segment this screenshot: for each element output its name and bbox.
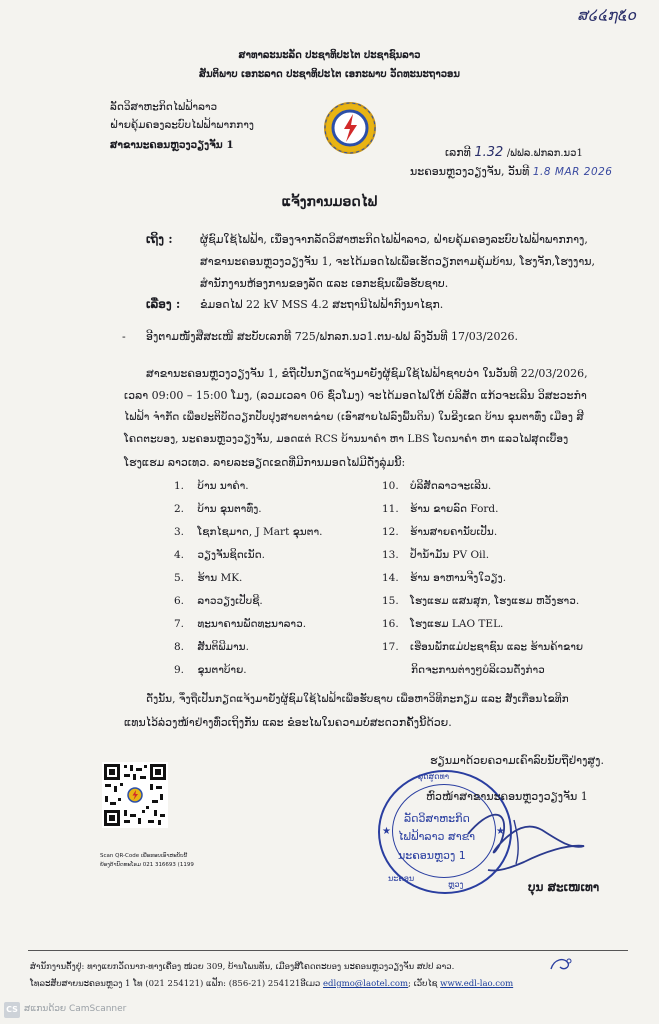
qr-caption-1: Scan QR-Code ເພື່ອຮອບເອົາສະບັບນີ້: [100, 853, 188, 859]
footer-website-link[interactable]: www.edl-lao.com: [440, 979, 514, 989]
footer-phone: ໂທລະສັບສາຍນະຄອນຫຼວງ 1 ໂທ (021 254121) ແຟັກ: (856-21) 254121ອີເມວ: [30, 979, 321, 989]
country-name: ສາທາລະນະລັດ ປະຊາທິປະໄຕ ປະຊາຊົນລາວ: [238, 50, 421, 61]
footer-email-link[interactable]: edlgmo@laotel.com: [323, 979, 409, 989]
list-item: 10. ບໍລິສັດລາວຈະເລີນ.: [382, 480, 492, 492]
body-line-5: ໂຮງແຮມ ລາວເທວ. ລາຍລະອຽດເຂດທີ່ມີການມອດໄຟມີດັ່ງລຸ່ມນີ້:: [124, 456, 406, 469]
subject-text: ຂໍມອດໄຟ 22 kV MSS 4.2 ສະຖານີໄຟຟ້າກົງນາໄຊກ.: [200, 298, 444, 311]
stamp-line-1: ລັດວິສາຫະກິດ: [404, 812, 470, 825]
list-item: ກິດຈະການຕ່າງໆບໍລິເວນດັ່ງກ່າວ: [411, 664, 545, 676]
list-item: 9. ຂຸນຕາບ້າຍ.: [174, 664, 247, 676]
to-label: ເຖິງ :: [146, 232, 173, 246]
closing-line-2: ແທນໄວ້ລ່ວງໜ້າຢ່າງທົ່ວເຖິງກັນ ແລະ ຂໍອະໄພໃນຄວາມບໍ່ສະດວກຄັ້ງນີ້ດ້ວຍ.: [124, 716, 452, 729]
list-item: 13. ປໍ້ານໍ້າມັນ PV Oil.: [382, 549, 490, 561]
qr-caption-2: ຍ້ອງຕ້ານົດທະໂຣມ 021 316693 (1199: [100, 862, 194, 868]
list-item: 8. ສັນຕິພີມານ.: [174, 641, 249, 653]
body-line-2: ເວລາ 09:00 – 15:00 ໂມງ, (ລວມເວລາ 06 ຊົ່ວໂມງ) ຈະໄດ້ມອດໄຟໃຫ້ ບໍລິສັດ ແກ້ວຈະເລີນ ວິສະວະກຳ: [124, 389, 587, 402]
subject-label: ເລື່ອງ :: [146, 297, 181, 311]
document-title: ແຈ້ງການມອດໄຟ: [281, 194, 378, 210]
list-item: 2. ບ້ານ ຂຸນຕາທົ່ງ.: [174, 503, 262, 515]
org-line-3: ສາຂານະຄອນຫຼວງວຽງຈັນ 1: [110, 139, 234, 151]
to-line-2: ສາຂານະຄອນຫຼວງວຽງຈັນ 1, ຈະໄດ້ມອດໄຟເພື່ອເຮັດວຽກຕາມຄຸ້ມບ້ານ, ໂຮງຈັກ,ໂຮງງານ,: [200, 255, 596, 268]
footer-website-label: ; ເວັບໄຊ: [408, 979, 438, 989]
list-item: 16. ໂຮງແຮມ LAO TEL.: [382, 618, 504, 630]
respect-line: ຮຽນມາດ້ວຍຄວາມເຄົາລົບນັບຖືຢ່າງສູງ.: [430, 754, 604, 767]
list-item: 3. ໂຊກໄຊມາດ, J Mart ຂຸນຕາ.: [174, 526, 323, 538]
list-item: 12. ຮ້ານສາຍຄານັບເປັນ.: [382, 526, 498, 538]
reference-number: [445, 145, 583, 160]
country-motto: ສັນຕິພາບ ເອກະລາດ ປະຊາທິປະໄຕ ເອກະພາບ ວັດທະນະຖາວອນ: [199, 69, 460, 80]
ref-place-label: ນະຄອນຫຼວງວຽງຈັນ, ວັນທີ: [410, 165, 530, 178]
signer-name: ບຸນ ສະເໜເທາ: [528, 880, 600, 894]
stamp-bottom-right: ຫຼວງ: [448, 880, 464, 889]
list-item: 5. ຮ້ານ MK.: [174, 572, 243, 584]
list-item: 11. ຮ້ານ ຂາຍລົດ Ford.: [382, 503, 499, 515]
body-line-1: ສາຂານະຄອນຫຼວງວຽງຈັນ 1, ຂໍຖືເປັນກຽດແຈ້ງມາຍັງຜູ້ຊົມໃຊ້ໄຟຟ້າຊາບວ່າ ໃນວັນທີ 22/03/2026,: [146, 367, 588, 380]
list-item: 15. ໂຮງແຮມ ແສນສຸກ, ໂຮງແຮມ ຫວັງຮາວ.: [382, 595, 580, 607]
footer-contacts: [30, 979, 513, 989]
camscanner-logo-icon: CS: [4, 1002, 20, 1018]
body-line-4: ໂຄດຕະບອງ, ນະຄອນຫຼວງວຽງຈັນ, ມອດແຕ່ RCS ບ້ານນາຄຳ ຫາ LBS ໂບດນາຄຳ ຫາ ແລວໄຟສຸດເບື້ອງ: [124, 433, 569, 445]
reference-bullet: -: [122, 330, 126, 343]
list-item: 7. ທະນາຄານພັດທະນາລາວ.: [174, 618, 307, 630]
corner-handwritten-mark: ສ໒໔໗໕໐: [578, 6, 637, 24]
stamp-line-3: ນະຄອນຫຼວງ 1: [398, 849, 466, 862]
signature-icon: [458, 800, 588, 880]
to-line-1: ຜູ້ຊົມໃຊ້ໄຟຟ້າ, ເນື່ອງຈາກລັດວິສາຫະກິດໄຟຟ້າລາວ, ຝ່າຍຄຸ້ມຄອງລະບົບໄຟຟ້າພາກກາງ,: [200, 233, 588, 246]
list-item: 17. ເຮືອນພັກແມ່ປະຊາຊົນ ແລະ ຮ້ານຄ້າຂາຍ: [382, 641, 584, 653]
reference-line: ອີງຕາມໜັງສືສະເໜີ ສະບັບເລກທີ 725/ຟກລກ.ນວ1.ຕນ-ຟຟ ລົງວັນທີ 17/03/2026.: [146, 330, 518, 343]
edl-logo-icon: [322, 100, 378, 156]
ref-date-stamp: 1.8 MAR 2026: [532, 166, 613, 178]
camscanner-watermark: ສແກນດ້ວຍ CamScanner: [24, 1004, 127, 1014]
body-line-3: ໄຟຟ້າ ຈຳກັດ ເພື່ອປະຕິບັດວຽກປັບປຸງສາຍຕາຂ່າຍ (ເອົາສາຍໄຟລົງພື້ນດິນ) ໃນຂີງເຂດ ບ້ານ ຂຸນຕາທົ່ງ ເມືອງ ສີ: [124, 411, 584, 423]
org-line-1: ລັດວິສາຫະກິດໄຟຟ້າລາວ: [110, 101, 218, 113]
list-item: 14. ຮ້ານ ອາຫານຈີງໃວຽງ.: [382, 572, 507, 584]
to-line-3: ສຳນັກງານຫ້ອງການຂອງລັດ ແລະ ເອກະຊົນເພື່ອຮັບຊາບ.: [200, 277, 449, 290]
ref-number-value: 1.32: [474, 145, 504, 160]
org-line-2: ຝ່າຍຄຸ້ມຄອງລະບົບໄຟຟ້າພາກກາງ: [110, 119, 254, 131]
ref-number-suffix: /ຟຟລ.ຟກລກ.ນວ1: [506, 148, 583, 159]
qr-code-icon: [102, 762, 168, 828]
list-item: 6. ລາວວຽງເປັບຊີ.: [174, 595, 263, 607]
closing-line-1: ດັ່ງນັ້ນ, ຈຶ່ງຖືເປັນກຽດແຈ້ງມາຍັງຜູ້ຊົມໃຊ້ໄຟຟ້າເພື່ອຮັບຊາບ ເພື່ອຫາວິທີກະກຽມ ແລະ ສັງເກື່ອນໄຂທີກ: [146, 693, 569, 705]
country-header: [0, 50, 659, 80]
stamp-bottom-left: ນະຄອນ: [388, 874, 415, 883]
footer-logo-icon: [548, 955, 574, 975]
ref-number-label: ເລກທີ: [445, 146, 471, 159]
list-item: 1. ບ້ານ ນາຄຳ.: [174, 480, 249, 492]
footer-address: ສຳນັກງານຕັ້ງຢູ່: ທາງແຍກວັດນາກ-ທາງເຄື່ອງ ໜ່ວຍ 309, ບ້ານໂພນທັນ, ເມືອງສີໂຄດຕະບອງ ນະຄອນຫຼວງວຽງຈັນ ສປປ ລາວ.: [30, 962, 455, 972]
reference-date: [410, 165, 613, 178]
stamp-line-2: ໄຟຟ້າລາວ ສາຂາ: [398, 830, 476, 843]
stamp-star-icon: ★: [382, 826, 391, 837]
stamp-star-icon: ★: [496, 826, 505, 837]
list-item: 4. ວຽງຈັນຊິດເນັດ.: [174, 549, 265, 561]
stamp-top-text: ລຸດສູດທາ: [418, 772, 450, 781]
signature-title: ຫົວໜ້າສາຂານະຄອນຫຼວງວຽງຈັນ 1: [426, 790, 588, 803]
footer-divider: [28, 950, 628, 951]
